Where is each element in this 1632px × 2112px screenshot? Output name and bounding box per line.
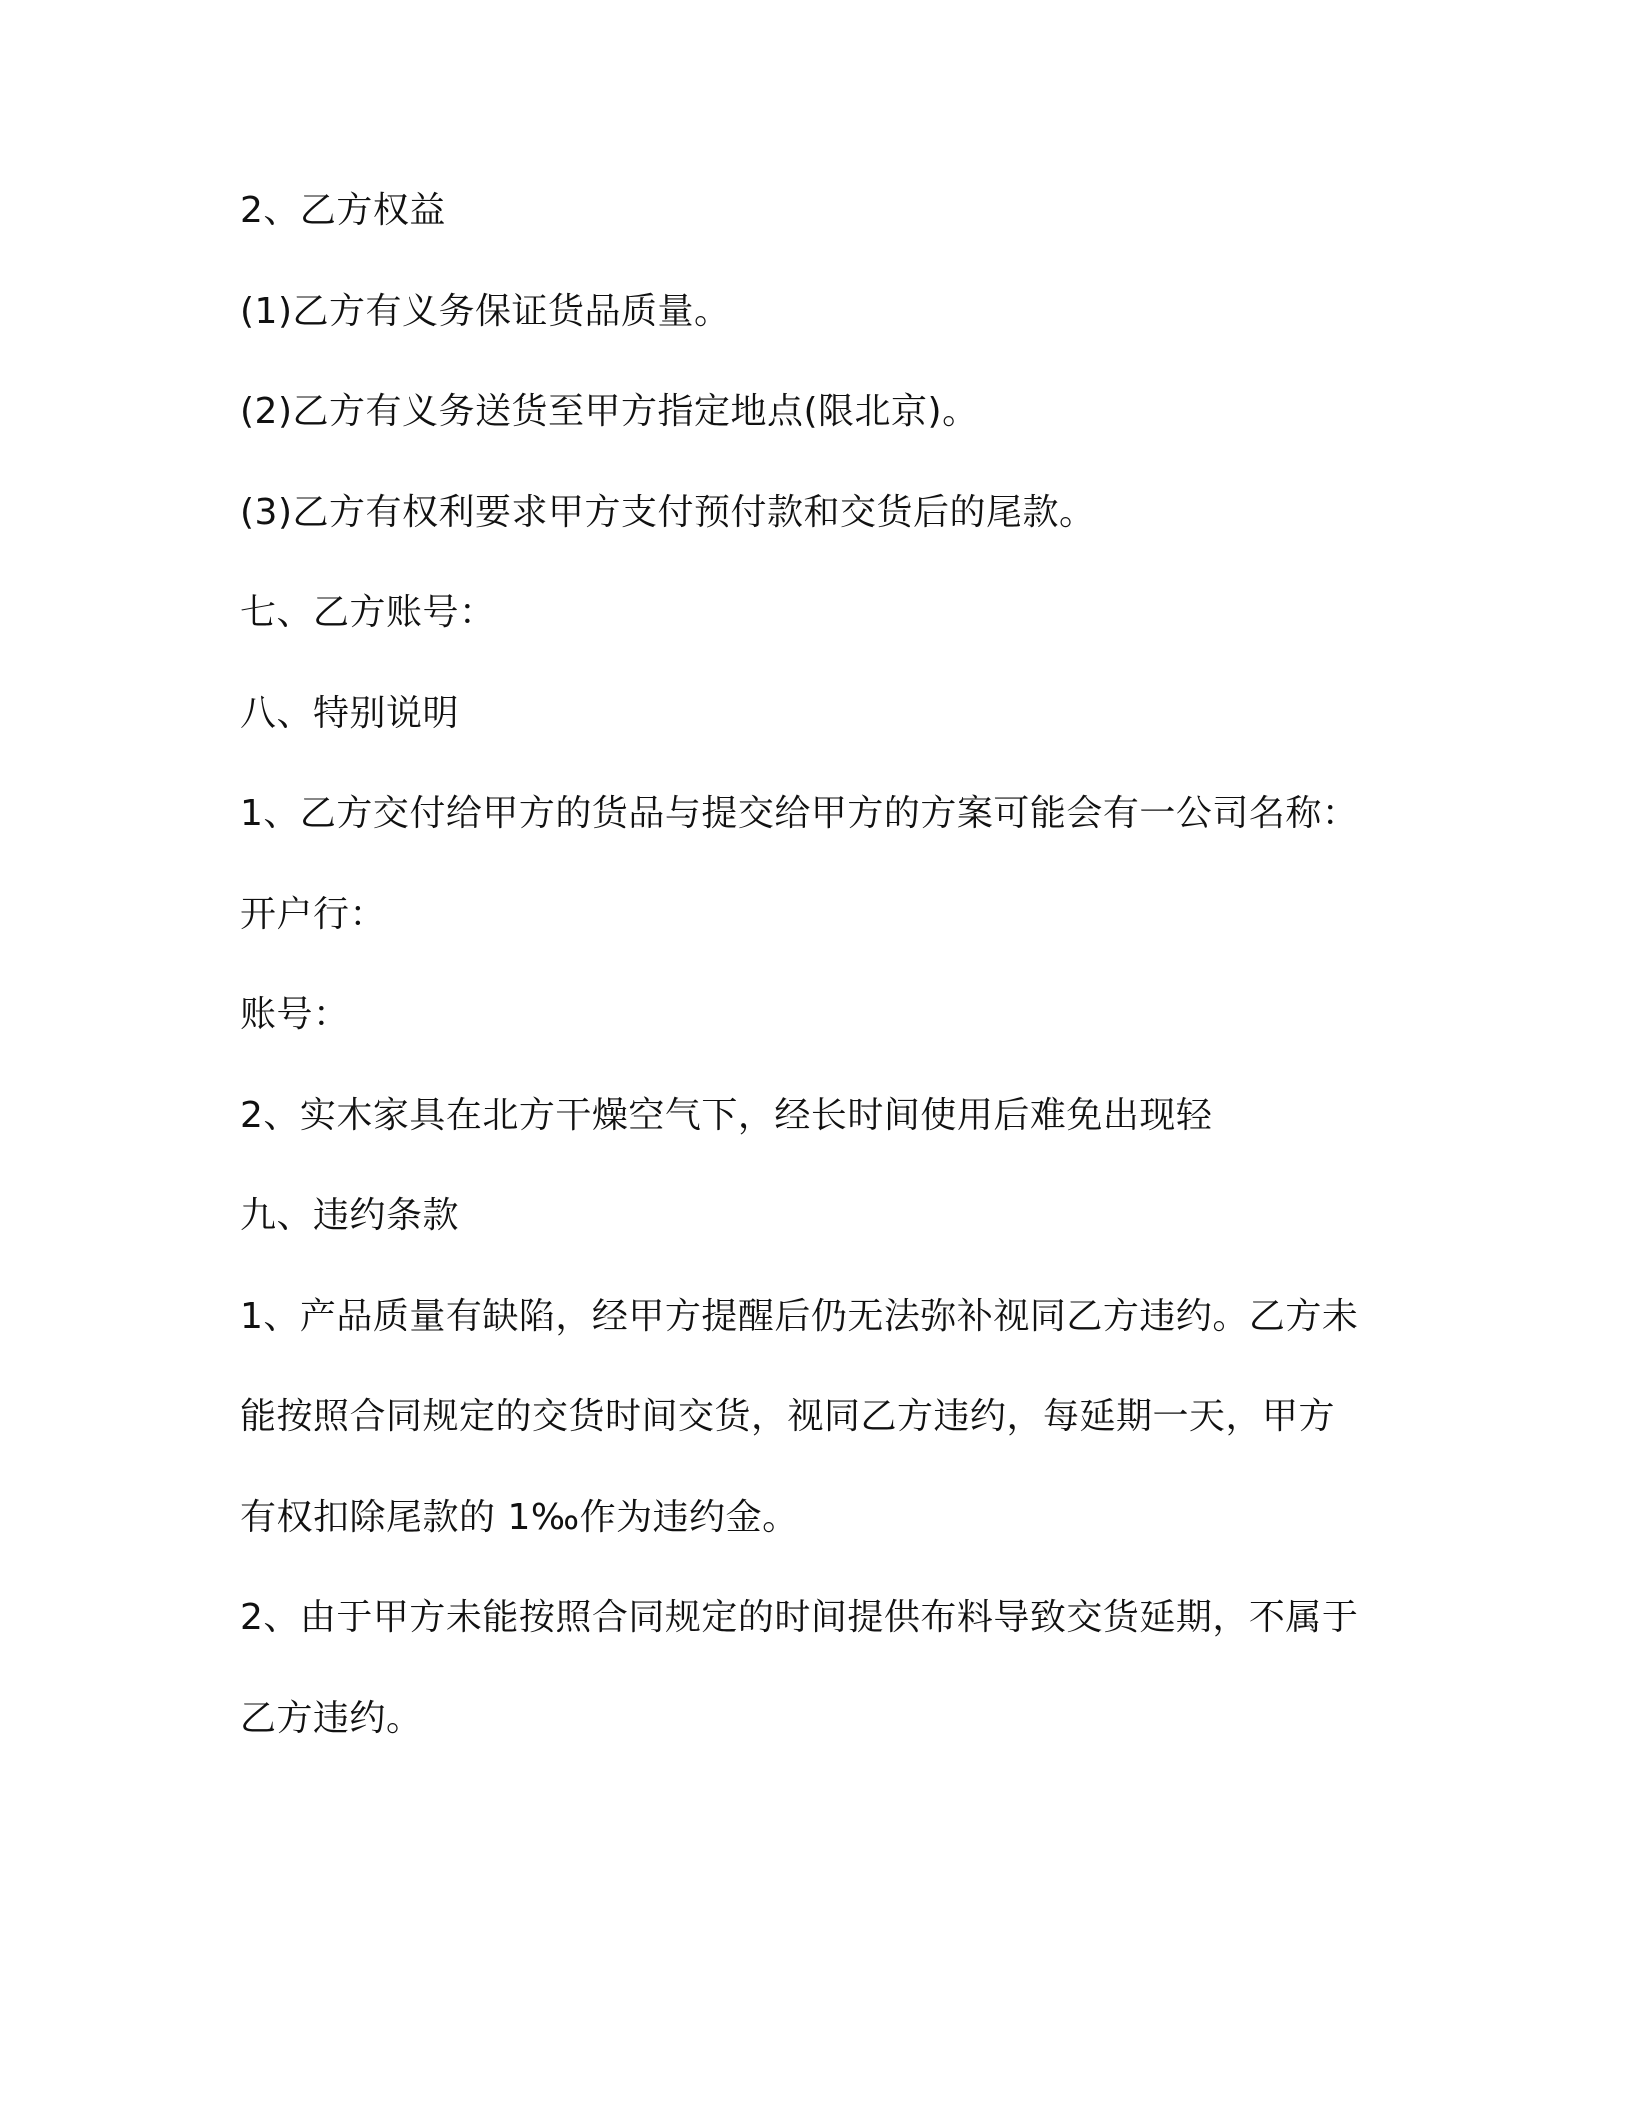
section-heading-party-b-rights: 2、乙方权益 — [240, 190, 446, 231]
breach-clause-2-line-1: 2、由于甲方未能按照合同规定的时间提供布料导致交货延期，不属于 — [240, 1597, 1359, 1638]
breach-clause-1-line-1: 1、产品质量有缺陷，经甲方提醒后仍无法弥补视同乙方违约。乙方未 — [240, 1295, 1359, 1337]
document-body — [240, 186, 1420, 1794]
clause-delivery-obligation: (2)乙方有义务送货至甲方指定地点(限北京)。 — [240, 391, 979, 432]
clause-payment-right: (3)乙方有权利要求甲方支付预付款和交货后的尾款。 — [240, 491, 1096, 533]
section-heading-breach: 九、违约条款 — [240, 1195, 460, 1236]
breach-clause-2-line-2: 乙方违约。 — [240, 1697, 423, 1739]
section-heading-special-notes: 八、特别说明 — [240, 692, 460, 734]
clause-quality-obligation: (1)乙方有义务保证货品质量。 — [240, 290, 731, 332]
section-heading-account: 七、乙方账号： — [240, 592, 496, 633]
account-number-label: 账号： — [240, 994, 350, 1035]
breach-clause-1-line-2: 能按照合同规定的交货时间交货，视同乙方违约，每延期一天，甲方 — [240, 1396, 1336, 1437]
breach-clause-1-line-3: 有权扣除尾款的 1‰作为违约金。 — [240, 1496, 799, 1538]
note-1-company-name: 1、乙方交付给甲方的货品与提交给甲方的方案可能会有一公司名称： — [240, 793, 1359, 834]
bank-name-label: 开户行： — [240, 893, 387, 935]
note-2-wood-furniture: 2、实木家具在北方干燥空气下，经长时间使用后难免出现轻 — [240, 1094, 1213, 1136]
